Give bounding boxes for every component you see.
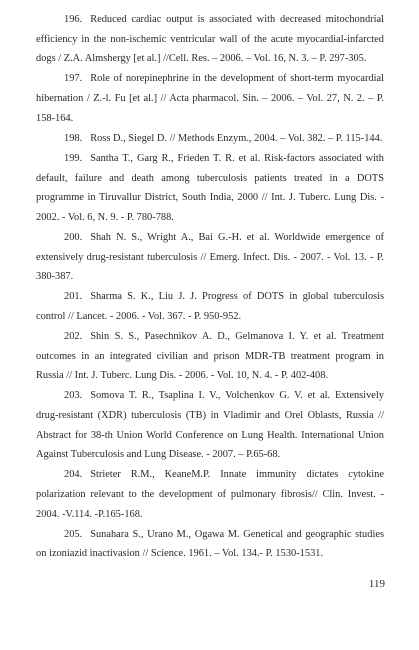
reference-text: Santha T., Garg R., Frieden T. R. et al. Risk-factors associated with default, failure and death among tuberculosis patients treated in a DOTS programme in Tiruvallur District, South India, 2000 // Int. J. Tuberc. Lung Dis. - 2002. - Vol. 6, N. 9. - P. 780-788.	[36, 152, 384, 223]
reference-text: Ross D., Siegel D. // Methods Enzym., 2004. – Vol. 382. – P. 115-144.	[90, 132, 383, 144]
reference-number: 199.	[64, 152, 83, 164]
reference-number: 200.	[64, 231, 83, 243]
reference-item	[36, 149, 384, 227]
reference-number: 204.	[64, 469, 83, 481]
reference-item	[36, 69, 384, 128]
reference-number: 197.	[64, 73, 83, 85]
reference-text: Sharma S. K., Liu J. J. Progress of DOTS in global tuberculosis control // Lancet. - 2006. - Vol. 367. - P. 950-952.	[36, 291, 384, 322]
reference-number: 196.	[64, 14, 83, 25]
reference-item	[36, 10, 384, 69]
reference-item	[36, 287, 384, 326]
reference-text: Sunahara S., Urano M., Ogawa M. Genetical and geographic studies on izoniazid inactivasion // Science. 1961. – Vol. 134.- P. 1530-1531.	[36, 528, 384, 560]
reference-text: Reduced cardiac output is associated with decreased mitochondrial efficiency in the non-ischemic ventricular wall of the acute myocardial-infarcted dogs / Z.A. Almshergy [et al.] //Cell. Res. – 2006. – Vol. 16, N. 3. – P. 297-305.	[36, 14, 384, 65]
reference-number: 198.	[64, 132, 83, 144]
reference-item	[36, 228, 384, 287]
reference-text: Strieter R.M., KeaneM.P. Innate immunity dictates cytokine polarization relevant to the development of pulmonary fibrosis// Clin. Invest. - 2004. -V.114. -P.165-168.	[36, 469, 384, 520]
reference-text: Role of norepinephrine in the development of short-term myocardial hibernation / Z.-l. Fu [et al.] // Acta pharmacol. Sin. – 2006. – Vol. 27, N. 2. – P. 158-164.	[36, 73, 384, 124]
reference-item	[36, 525, 384, 564]
reference-item	[36, 386, 384, 464]
reference-item	[36, 129, 384, 149]
page-number: 119	[368, 578, 385, 590]
reference-item	[36, 327, 384, 386]
reference-number: 201.	[64, 291, 83, 303]
reference-item	[36, 465, 384, 524]
reference-number: 205.	[64, 528, 83, 540]
reference-number: 203.	[64, 390, 83, 402]
reference-number: 202.	[64, 331, 83, 343]
reference-list	[36, 10, 384, 565]
reference-text: Shah N. S., Wright A., Bai G.-H. et al. Worldwide emergence of extensively drug-resistant tuberculosis // Emerg. Infect. Dis. - 2007. - Vol. 13. - P. 380-387.	[36, 231, 384, 283]
reference-text: Somova T. R., Tsaplina I. V., Volchenkov G. V. et al. Extensively drug-resistant (XDR) tuberculosis (TB) in Vladimir and Orel Oblasts, Russia // Abstract for 38-th Union World Conference on Lung Health. International Union Against Tuberculosis and Lung Disease. - 2007. – P.65-68.	[36, 390, 384, 461]
reference-text: Shin S. S., Pasechnikov A. D., Gelmanova I. Y. et al. Treatment outcomes in an integrated civilian and prison MDR-TB treatment program in Russia // Int. J. Tuberc. Lung Dis. - 2006. - Vol. 10, N. 4. - P. 402-408.	[36, 331, 384, 382]
